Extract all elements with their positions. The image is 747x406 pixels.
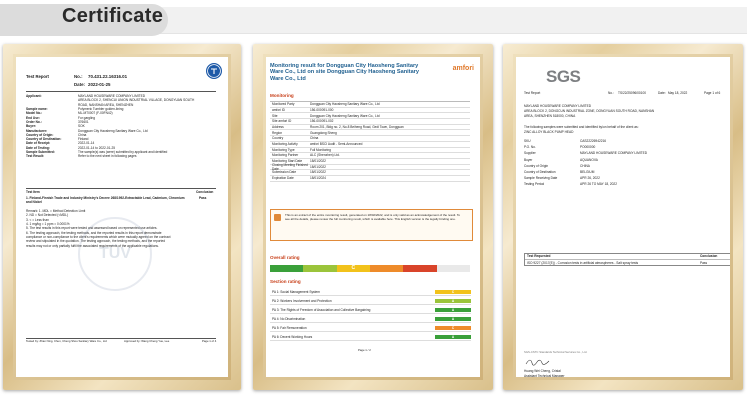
section-grade: C	[435, 326, 471, 331]
row-label: Monitoring Type	[272, 147, 295, 152]
section-name: PA 5: Fair Remuneration	[272, 325, 307, 330]
field-value: MAYLAND HOUSEWARE COMPANY LIMITED	[580, 151, 648, 156]
report-date-label: Date:	[658, 91, 666, 95]
section-grade: C	[435, 290, 471, 295]
section-name: PA 2: Workers Involvement and Protection	[272, 298, 332, 303]
section-monitoring: Monitoring	[270, 93, 294, 98]
table-row	[270, 176, 470, 182]
row-value: Guangdong Sheng	[310, 130, 337, 135]
rating-scale-segment	[370, 265, 403, 272]
note-line: 4. 1 mg/kg = 1 ppm = 0.0001%	[26, 221, 70, 226]
field-label: P.O. No.	[524, 145, 536, 150]
field-label: Manufacturer:	[26, 128, 48, 133]
note-line: Remark: 1. MDL = Method Detection Limit	[26, 209, 86, 213]
field-value: China	[78, 132, 87, 137]
divider	[26, 91, 216, 92]
certificate-frame-sgs	[503, 44, 743, 390]
note-line: 6. The testing approach, the testing methods, and the reported results in this report demonstrate	[26, 230, 162, 235]
rating-scale-segment	[437, 265, 470, 272]
field-label: Sample Receiving Date	[524, 176, 558, 181]
footer-approved-by: Approved by: Wang Cheng Yue, Lee	[124, 339, 170, 343]
field-label: Applicant:	[26, 94, 42, 98]
field-value: Dongguan City Haosheng Sanitary Ware Co., Ltd	[78, 128, 148, 133]
page-number: Page 1 / 2	[358, 348, 371, 352]
table-row	[525, 260, 730, 265]
address-line-2: AREA, SHENZHEN 518000, CHINA	[524, 113, 576, 118]
report-number: TS/22/25096/00100	[618, 91, 647, 95]
rating-scale-segment	[303, 265, 336, 272]
notice-box	[270, 209, 473, 241]
section-row	[270, 307, 471, 314]
field-label: Country of Destination:	[26, 137, 62, 142]
report-date: 2022-01-25	[88, 82, 111, 87]
row-label: Monitoring Partner	[272, 153, 299, 158]
banner-title: Certificate	[62, 5, 164, 27]
field-label: Country of Origin	[524, 163, 549, 168]
field-row	[26, 154, 194, 158]
row-label: Monitoring Activity	[272, 142, 298, 146]
certificate-frame-amfori	[253, 44, 493, 390]
field-value: 376601	[78, 119, 89, 124]
rating-scale-segment	[270, 265, 303, 272]
note-line: compliance or non-compliance to the client's requirements which were mutually agreed on the contract	[26, 234, 171, 239]
row-label: Site amfori ID	[272, 119, 292, 124]
row-value: 156-000091-002	[310, 119, 334, 124]
note-line: 5. The test results in this report were tested and assessed based on represented use articles.	[26, 226, 158, 231]
field-value: SOK	[78, 124, 85, 129]
section-row	[270, 298, 471, 305]
field-value: PO000000	[580, 145, 596, 150]
row-label: Expiration Date	[272, 176, 294, 181]
section-row	[270, 334, 471, 341]
row-value: Full Monitoring	[310, 147, 331, 152]
field-label: Model No.:	[26, 111, 43, 116]
sample-fields	[524, 139, 647, 189]
row-value: 18/01/2022	[310, 164, 326, 169]
report-number: 70.431.22.16316.01	[88, 74, 128, 79]
report-number-label: No.:	[74, 74, 83, 79]
row-value: Room 201, Bldg no. 2, No.8 Beiheng Road, Gedi Town, Dongguan	[310, 124, 404, 129]
field-label: Buyer	[524, 157, 533, 162]
info-icon	[274, 214, 281, 221]
row-value: Dongguan City Haosheng Sanitary Ware Co., Ltd	[310, 113, 380, 118]
row-value: 156-000091-000	[310, 107, 334, 112]
row-label: amfori ID	[272, 107, 285, 112]
signatory-title: Assistant Technical Manager	[524, 373, 565, 377]
row-value: 18/01/2022	[310, 170, 326, 175]
field-label: Supplier	[524, 151, 536, 156]
field-value: APR 26, 2022	[580, 176, 600, 181]
certificate-frame-tuv	[3, 44, 241, 390]
section-name: PA 6: Decent Working Hours	[272, 334, 313, 339]
overall-rating-label: Overall rating	[270, 255, 300, 260]
row-value: 18/01/2022	[310, 159, 326, 164]
field-row	[524, 182, 647, 188]
section-name: PA 4: No Discrimination	[272, 316, 306, 321]
page-number: Page 1 of 4	[202, 339, 217, 343]
applicant: MAYLAND HOUSEWARE COMPANY LIMITED	[524, 104, 592, 108]
row-label: Closing Meeting Finished Date	[272, 162, 308, 171]
row-label: Monitored Party	[272, 102, 295, 107]
section-row	[270, 325, 471, 332]
test-item-label: Test Item	[26, 190, 40, 194]
row-value: Dongguan City Haosheng Sanitary Ware Co., Ltd	[310, 102, 380, 107]
field-value: BELGIUM	[580, 169, 595, 174]
signatory-name: Huang Wei Cheng, Cristal	[524, 369, 561, 373]
report-number-label: No.:	[608, 91, 614, 95]
section-name: PA 1: Social Management System	[272, 289, 320, 294]
header-conclusion: Conclusion	[700, 254, 718, 259]
field-value: Polymeric Tumbler golden-lining	[78, 106, 124, 111]
field-label: Sample Submitted:	[26, 150, 55, 155]
field-label: Date of Testing:	[26, 145, 50, 150]
tuv-watermark: TÜV	[78, 217, 152, 291]
test-requested: ISO 9227 (2017(E)) - Corrosion tests in artificial atmospheres - Salt spray tests	[527, 260, 639, 265]
rating-scale	[270, 265, 470, 272]
row-value: amfori BSCI Audit - Semi-Announced	[310, 142, 363, 146]
field-value: APR 26 TO MAY 18, 2022	[580, 182, 617, 187]
field-label: Country of Destination	[524, 169, 556, 174]
field-value: AREA BLOCK 2, SHENCUI UNION INDUSTRIAL VILLAGE, DONGYUAN SOUTH	[78, 98, 195, 103]
field-value: CHINA	[580, 163, 590, 168]
row-value: ALC (Shenzhen) Ltd.	[310, 153, 340, 158]
field-label: Test Result:	[26, 154, 45, 159]
section-grade: A	[435, 335, 471, 340]
field-value: For gargling	[78, 115, 96, 120]
field-value: 2022-01-14	[78, 141, 95, 146]
intro-line-2: ZINC ALLOY BLACK PUMP HEAD	[524, 130, 574, 134]
field-value: AQUANOVA	[580, 157, 598, 162]
field-label: Sample name:	[26, 106, 48, 111]
field-value: Finland	[78, 137, 89, 142]
field-label: Testing Period	[524, 182, 545, 187]
report-fields	[26, 94, 194, 159]
conclusion-label: Conclusion	[196, 190, 214, 194]
section-grade: A	[435, 299, 471, 304]
amfori-monitoring-result	[266, 57, 480, 377]
note-line: results may not or only partially fulfil the associated requirements of the applicable regulations.	[26, 243, 159, 248]
intro-line-1: The following samples were submitted and identified by/on behalf of the client as:	[524, 125, 639, 129]
report-date: May 18, 2022	[668, 91, 688, 95]
address-line-1: AREA BLOCK 2, DONGCUN INDUSTRIAL ZONE, DONGYUAN SOUTH ROAD, NANSHAN	[524, 109, 655, 113]
test-item: 1. Finland-Finnish Trade and Industry Ministry's Decree 268/1992-Extractable Lead, Cadmium, Chromium and Nickel	[26, 196, 185, 205]
monitoring-table	[270, 101, 470, 182]
section-row	[270, 316, 471, 323]
footer-text: SGS-CSTC Standards Technical Services Co., Ltd.	[524, 350, 588, 354]
field-value: MAYLAND HOUSEWARE COMPANY LIMITED	[78, 94, 146, 98]
row-label: Country	[272, 136, 284, 141]
row-value: China	[310, 136, 319, 141]
field-label: Date of Receipt:	[26, 141, 51, 146]
field-label: Country of Origin:	[26, 132, 54, 137]
report-date-label: Date:	[74, 82, 85, 87]
section-row	[270, 289, 471, 296]
field-value: CAS22226942216	[580, 139, 607, 143]
banner	[0, 0, 747, 38]
monitoring-title: Monitoring result for Dongguan City Haosheng Sanitary Ware Co., Ltd on site Dongguan City Haosheng Sanitary Ware Co., Ltd	[270, 63, 419, 82]
conclusion: Pass	[700, 260, 708, 265]
page-number: Page 1 of 6	[704, 91, 721, 95]
overall-grade: C	[337, 265, 370, 272]
footer-tested-by: Tested by: Zhan Ning, Chen, Cheng Shou Sanitary Ware Co., Ltd	[26, 339, 107, 343]
field-value: The sample(s) was (were) submitted by applicant and identified	[78, 150, 168, 155]
note-line: 2. ND = Not Detected (<MDL)	[26, 213, 68, 218]
tuv-logo-icon	[206, 63, 222, 79]
section-rating-label: Section rating	[270, 279, 301, 284]
report-label: Test Report	[524, 91, 541, 95]
field-label: Order No.:	[26, 119, 42, 124]
row-label: Address	[272, 124, 284, 129]
field-value: Refer to the next sheet in following pages	[78, 154, 137, 159]
divider	[26, 188, 216, 189]
field-value: 2022-01-14 to 2022-01-25	[78, 145, 116, 150]
field-value: ML-MT0007 (F-00FN42)	[78, 111, 113, 116]
tuv-test-report	[16, 57, 228, 377]
header-test-requested: Test Requested	[527, 254, 551, 259]
test-table	[524, 253, 730, 266]
section-name: PA 3: The Rights of Freedom of Association and Collective Bargaining	[272, 307, 371, 312]
section-grade: A	[435, 308, 471, 313]
sgs-logo: SGS	[546, 67, 581, 86]
field-label: SKU	[524, 139, 531, 143]
field-label: End Use:	[26, 115, 40, 120]
row-label: Monitoring Start Date	[272, 159, 303, 164]
section-grade: A	[435, 317, 471, 322]
amfori-logo: amfori	[452, 65, 474, 72]
row-value: 18/01/2024	[310, 176, 326, 181]
notice-text: This is an extract of the entire monitoring result, generated on 18/02/2022, and is only valid as an acknowledgement of the result. To see all the details, please review the full monitoring result, which is available here. This English version is the legally binding one.	[285, 213, 461, 222]
row-label: Site	[272, 113, 278, 118]
row-label: Submission Date	[272, 170, 297, 175]
note-line: review and stipulated in the quotation. The testing approach, the testing methods, and the reported	[26, 239, 166, 244]
report-label: Test Report	[26, 74, 49, 79]
rating-scale-segment	[403, 265, 436, 272]
field-value: ROAD, NANSHAN AREA, SHENZHEN	[78, 102, 134, 107]
row-label: Region	[272, 130, 283, 135]
test-result: Pass	[199, 196, 207, 200]
note-line: 3. < = Less than	[26, 217, 49, 222]
sgs-test-report	[516, 57, 730, 377]
signature-icon	[525, 357, 555, 367]
field-label: Buyer:	[26, 124, 37, 129]
